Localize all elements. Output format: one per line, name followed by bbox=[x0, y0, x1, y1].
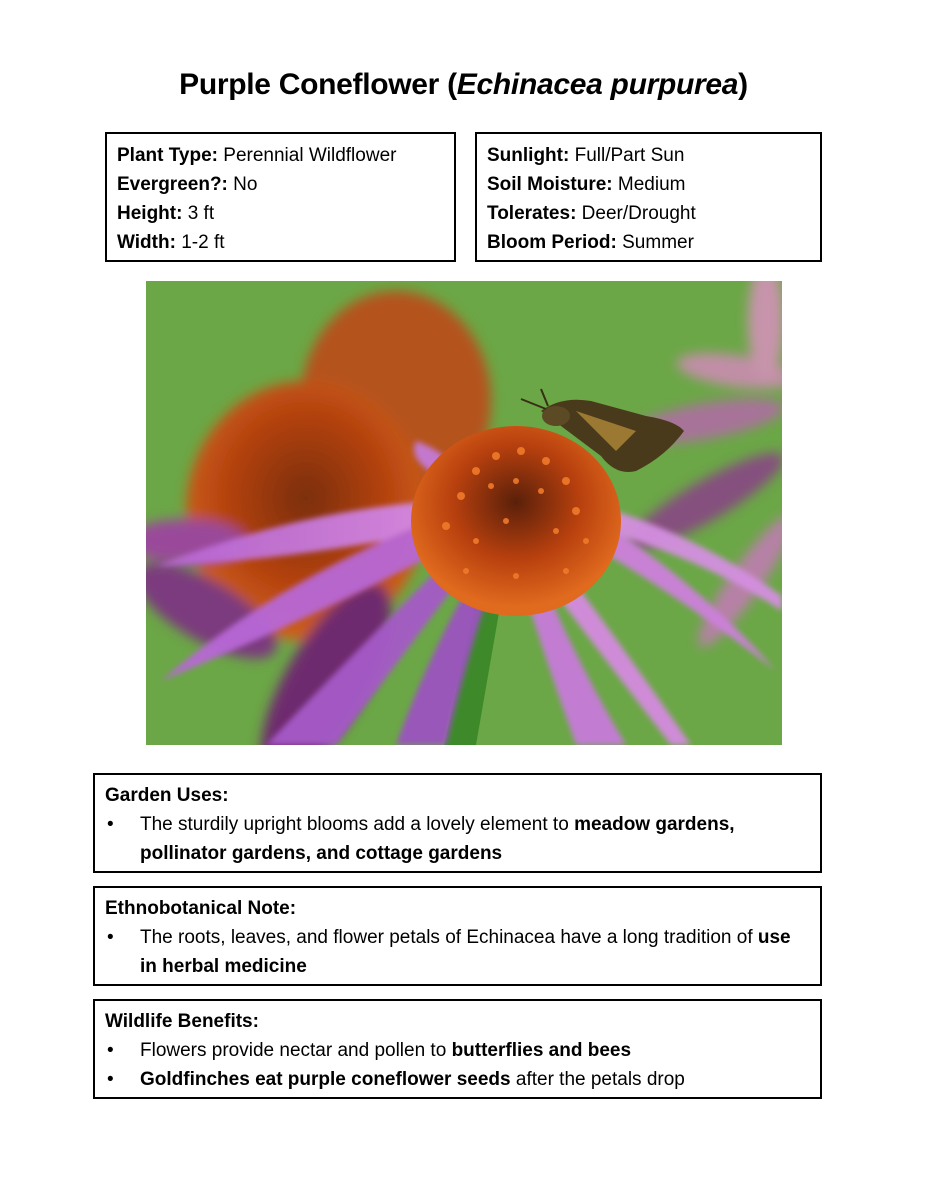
bullet-bold-text: Goldfinches eat purple coneflower seeds bbox=[140, 1069, 511, 1090]
section-heading: Garden Uses: bbox=[105, 785, 229, 806]
fact-label: Tolerates: bbox=[487, 203, 577, 224]
fact-label: Width: bbox=[117, 232, 176, 253]
fact-value: Medium bbox=[612, 174, 686, 195]
coneflower-illustration bbox=[146, 281, 782, 745]
section-heading: Ethnobotanical Note: bbox=[105, 898, 297, 919]
bullet-text: The roots, leaves, and flower petals of Echinacea have a long tradition of bbox=[140, 927, 758, 948]
plant-facts-box-left bbox=[105, 132, 456, 262]
fact-value: 3 ft bbox=[182, 203, 215, 224]
plant-facts-box-right bbox=[475, 132, 822, 262]
fact-label: Height: bbox=[117, 203, 183, 224]
fact-value: Perennial Wildflower bbox=[218, 145, 397, 166]
title-close-paren: ) bbox=[738, 68, 748, 101]
fact-height bbox=[117, 199, 444, 228]
fact-soil-moisture bbox=[487, 170, 810, 199]
bullet-list bbox=[105, 810, 810, 868]
fact-label: Evergreen?: bbox=[117, 174, 228, 195]
list-item bbox=[105, 923, 810, 981]
fact-width bbox=[117, 228, 444, 257]
fact-value: No bbox=[227, 174, 258, 195]
bullet-text: The sturdily upright blooms add a lovely element to bbox=[140, 814, 575, 835]
scientific-name: Echinacea purpurea bbox=[456, 68, 739, 101]
wildlife-benefits-section bbox=[93, 999, 822, 1099]
fact-sunlight bbox=[487, 141, 810, 170]
section-heading: Wildlife Benefits: bbox=[105, 1011, 259, 1032]
fact-label: Plant Type: bbox=[117, 145, 218, 166]
fact-tolerates bbox=[487, 199, 810, 228]
fact-plant-type bbox=[117, 141, 444, 170]
fact-bloom-period bbox=[487, 228, 810, 257]
bullet-list bbox=[105, 1036, 810, 1094]
fact-value: 1-2 ft bbox=[175, 232, 225, 253]
bullet-text: after the petals drop bbox=[510, 1069, 685, 1090]
bullet-list bbox=[105, 923, 810, 981]
fact-label: Sunlight: bbox=[487, 145, 570, 166]
fact-value: Full/Part Sun bbox=[569, 145, 685, 166]
fact-label: Soil Moisture: bbox=[487, 174, 613, 195]
page-title bbox=[0, 68, 927, 102]
fact-evergreen bbox=[117, 170, 444, 199]
bullet-bold-text: use in herbal medicine bbox=[140, 927, 791, 977]
fact-label: Bloom Period: bbox=[487, 232, 617, 253]
garden-uses-section bbox=[93, 773, 822, 873]
ethnobotanical-note-section bbox=[93, 886, 822, 986]
coneflower-photo bbox=[146, 281, 782, 745]
fact-value: Deer/Drought bbox=[576, 203, 696, 224]
bullet-bold-text: butterflies and bees bbox=[451, 1040, 632, 1061]
common-name: Purple Coneflower ( bbox=[179, 68, 457, 101]
list-item bbox=[105, 1065, 810, 1094]
bullet-bold-text: meadow gardens, pollinator gardens, and cottage gardens bbox=[140, 814, 735, 864]
fact-value: Summer bbox=[616, 232, 694, 253]
list-item bbox=[105, 1036, 810, 1065]
list-item bbox=[105, 810, 810, 868]
bullet-text: Flowers provide nectar and pollen to bbox=[140, 1040, 452, 1061]
